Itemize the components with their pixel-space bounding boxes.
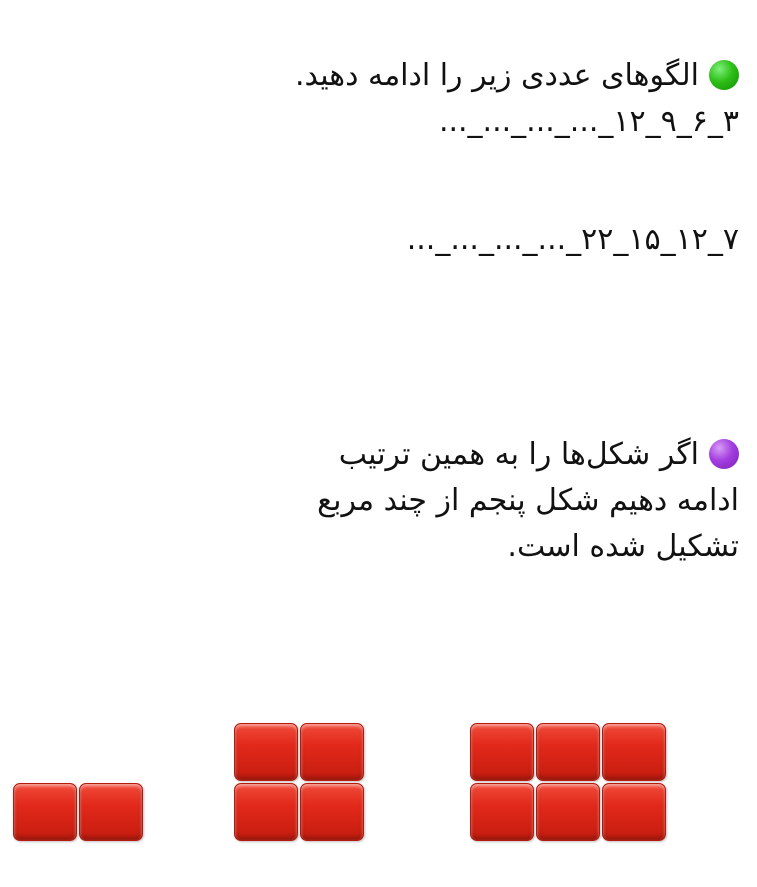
square [470, 783, 534, 841]
figure-3-bottom-row [469, 782, 667, 842]
square [602, 783, 666, 841]
question-1 [19, 54, 739, 264]
question-1-sequence-1: ۳_۶_۹_۱۲_..._..._..._... [438, 104, 739, 139]
figure-2 [233, 722, 365, 842]
figure-3 [469, 722, 667, 842]
square [79, 783, 143, 841]
green-bullet-icon [709, 60, 739, 90]
figure-group [0, 662, 757, 842]
square [13, 783, 77, 841]
figure-2-bottom-row [233, 782, 365, 842]
square [602, 723, 666, 781]
square [234, 723, 298, 781]
figure-1-bottom-row [12, 782, 144, 842]
square [470, 723, 534, 781]
figure-2-top-row [233, 722, 365, 782]
square [300, 723, 364, 781]
question-1-prompt: الگوهای عددی زیر را ادامه دهید. [294, 58, 699, 93]
question-2-prompt-text-1: اگر شکل‌ها را به همین ترتیب [338, 437, 699, 472]
question-2-prompt-line-3: تشکیل شده است. [507, 529, 739, 564]
figure-1 [12, 782, 144, 842]
question-1-prompt-line [19, 54, 739, 98]
purple-bullet-icon [709, 439, 739, 469]
question-2 [19, 432, 739, 570]
square [300, 783, 364, 841]
question-2-prompt-line-1 [19, 432, 739, 478]
question-1-sequence-2: ۷_۱۲_۱۵_۲۲_..._..._..._... [406, 222, 739, 257]
square [234, 783, 298, 841]
figure-3-top-row [469, 722, 667, 782]
square [536, 783, 600, 841]
question-2-prompt-line-2: ادامه دهیم شکل پنجم از چند مربع [317, 483, 739, 518]
square [536, 723, 600, 781]
